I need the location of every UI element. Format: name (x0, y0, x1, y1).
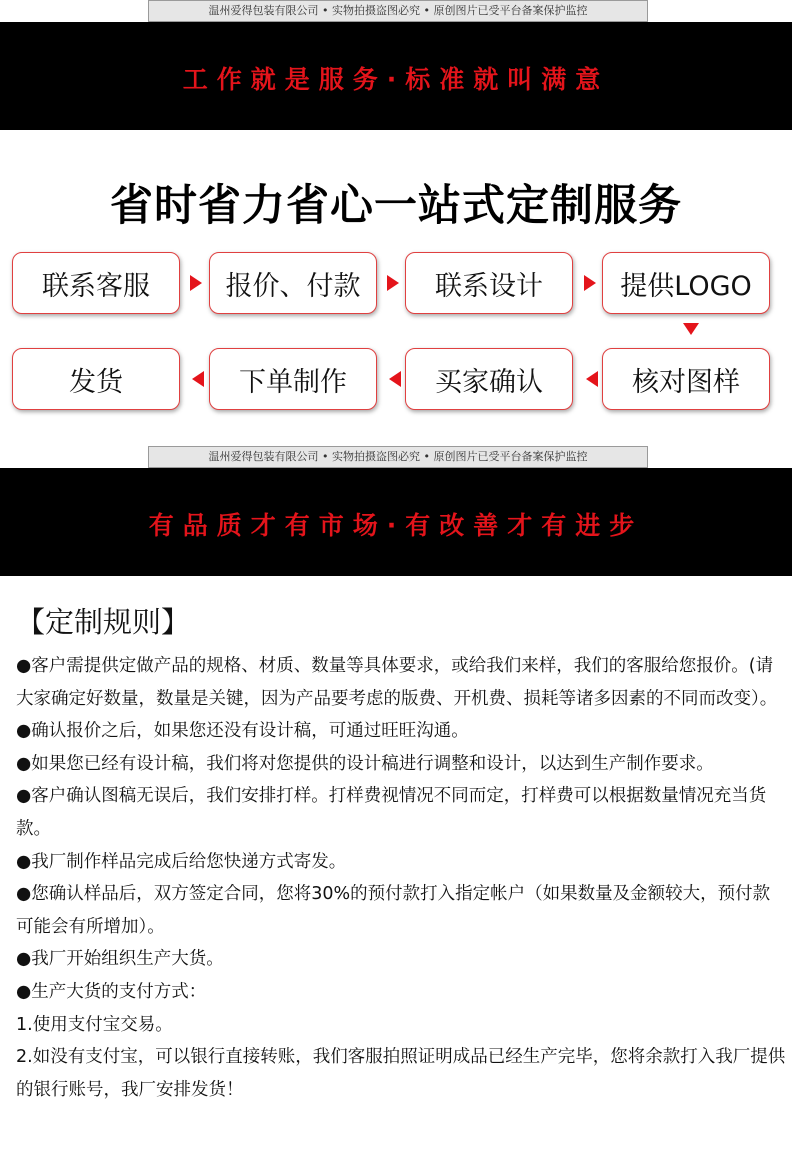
process-step-order-production: 下单制作 (209, 348, 377, 410)
slogan-text-1: 工作就是服务·标准就叫满意 (182, 65, 610, 94)
process-step-shipping: 发货 (12, 348, 180, 410)
rule-item: 1.使用支付宝交易。 (16, 1014, 173, 1035)
copyright-bar-top (0, 0, 792, 22)
rule-item: ●确认报价之后，如果您还没有设计稿，可通过旺旺沟通。 (16, 721, 469, 742)
rules-list (16, 650, 786, 1106)
process-step-contact-design: 联系设计 (405, 252, 573, 314)
arrow-left-icon (389, 371, 401, 387)
arrow-down-icon (683, 323, 699, 335)
process-title: 省时省力省心一站式定制服务 (110, 181, 682, 231)
rule-item: ●客户需提供定做产品的规格、材质、数量等具体要求，或给我们来样，我们的客服给您报价。(请大家确定好数量，数量是关键，因为产品要考虑的版费、开机费、损耗等诸多因素的不同而改变）。 (16, 656, 778, 709)
copyright-notice: 温州爱得包装有限公司 • 实物拍摄盗图必究 • 原创图片已受平台备案保护监控 (148, 0, 648, 22)
rule-item: ●如果您已经有设计稿，我们将对您提供的设计稿进行调整和设计，以达到生产制作要求。 (16, 753, 714, 774)
process-step-quote-payment: 报价、付款 (209, 252, 377, 314)
rule-item: 2.如没有支付宝，可以银行直接转账，我们客服拍照证明成品已经生产完毕，您将余款打入我厂提供的银行账号，我厂安排发货！ (16, 1047, 786, 1100)
arrow-left-icon (192, 371, 204, 387)
arrow-right-icon (584, 275, 596, 291)
process-step-provide-logo: 提供LOGO (602, 252, 770, 314)
copyright-bar-middle (0, 446, 792, 468)
process-step-buyer-confirm: 买家确认 (405, 348, 573, 410)
slogan-banner-1 (0, 22, 792, 130)
rule-item: ●客户确认图稿无误后，我们安排打样。打样费视情况不同而定，打样费可以根据数量情况充当货款。 (16, 786, 767, 839)
rules-title: 【定制规则】 (16, 605, 191, 639)
rule-item: ●您确认样品后，双方签定合同，您将30%的预付款打入指定帐户（如果数量及金额较大，预付款可能会有所增加）。 (16, 884, 771, 937)
rule-item: ●生产大货的支付方式： (16, 981, 207, 1002)
process-step-contact-service: 联系客服 (12, 252, 180, 314)
arrow-right-icon (190, 275, 202, 291)
arrow-left-icon (586, 371, 598, 387)
slogan-text-2: 有品质才有市场·有改善才有进步 (148, 511, 644, 540)
rule-item: ●我厂开始组织生产大货。 (16, 949, 224, 970)
copyright-notice: 温州爱得包装有限公司 • 实物拍摄盗图必究 • 原创图片已受平台备案保护监控 (148, 446, 648, 468)
rule-item: ●我厂制作样品完成后给您快递方式寄发。 (16, 851, 347, 872)
process-step-check-proof: 核对图样 (602, 348, 770, 410)
slogan-banner-2 (0, 468, 792, 576)
arrow-right-icon (387, 275, 399, 291)
